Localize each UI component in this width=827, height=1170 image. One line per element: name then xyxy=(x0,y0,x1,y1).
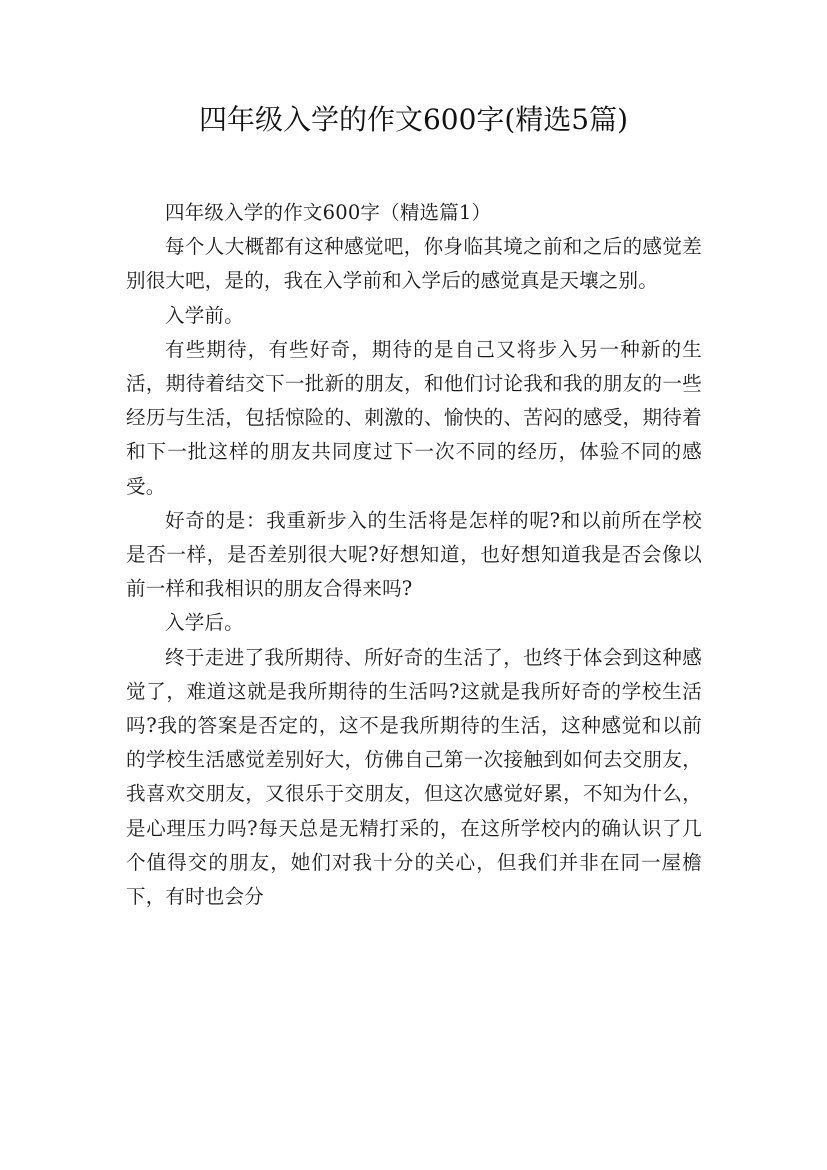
paragraph: 入学后。 xyxy=(165,611,244,635)
document-body xyxy=(126,196,702,914)
paragraph: 每个人大概都有这种感觉吧，你身临其境之前和之后的感觉差别很大吧，是的，我在入学前和入学后的感觉真是天壤之别。 xyxy=(126,235,702,293)
paragraph: 终于走进了我所期待、所好奇的生活了，也终于体会到这种感觉了，难道这就是我所期待的生活吗?这就是我所好奇的学校生活吗?我的答案是否定的，这不是我所期待的生活，这种感觉和以前的学校生活感觉差别好大，仿佛自己第一次接触到如何去交朋友，我喜欢交朋友，又很乐于交朋友，但这次感觉好累，不知为什么，是心理压力吗?每天总是无精打采的，在这所学校内的确认识了几个值得交的朋友，她们对我十分的关心，但我们并非在同一屋檐下，有时也会分 xyxy=(126,645,702,909)
section-heading: 四年级入学的作文600字（精选篇1） xyxy=(165,201,492,224)
paragraph: 好奇的是：我重新步入的生活将是怎样的呢?和以前所在学校是否一样，是否差别很大呢?好想知道，也好想知道我是否会像以前一样和我相识的朋友合得来吗? xyxy=(126,508,702,601)
paragraph: 入学前。 xyxy=(165,303,244,327)
document-title: 四年级入学的作文600字(精选5篇) xyxy=(198,103,629,136)
paragraph: 有些期待，有些好奇，期待的是自己又将步入另一种新的生活，期待着结交下一批新的朋友，和他们讨论我和我的朋友的一些经历与生活，包括惊险的、刺激的、愉快的、苦闷的感受，期待着和下一批这样的朋友共同度过下一次不同的经历，体验不同的感受。 xyxy=(126,337,702,498)
